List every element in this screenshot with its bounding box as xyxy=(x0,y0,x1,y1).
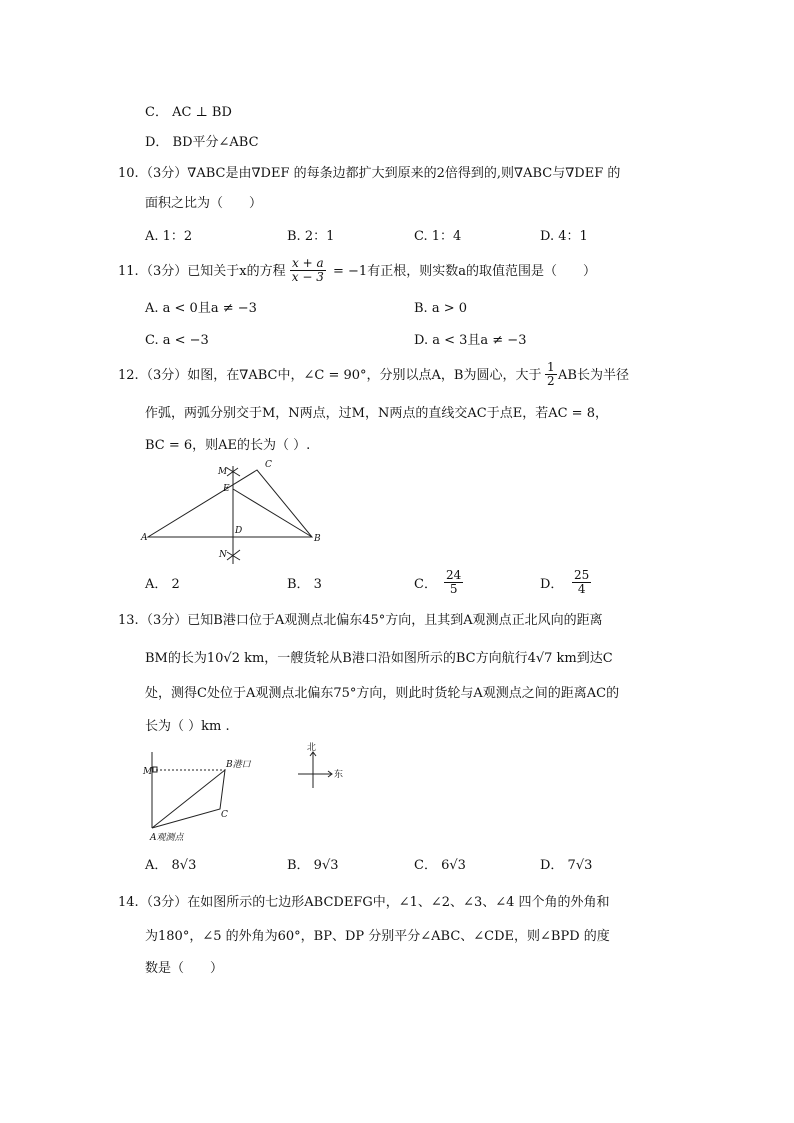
q14-stem-line3: 数是（ ） xyxy=(145,961,224,976)
q13-option-a: A． 8√3 xyxy=(145,858,197,873)
q10-option-d: D. 4：1 xyxy=(540,229,588,244)
q12-option-c: C． xyxy=(414,577,437,592)
q12-number: 12. xyxy=(118,368,139,383)
denominator: 4 xyxy=(577,582,586,596)
q12-stem-a: （3分）如图，在∇ABC中，∠C = 90°，分别以点A，B为圆心，大于 xyxy=(140,368,542,383)
q12-stem-line2: 作弧，两弧分别交于M，N两点，过M，N两点的直线交AC于点E，若AC = 8， xyxy=(145,406,608,421)
q13-number: 13. xyxy=(118,613,139,628)
q14-stem-line2: 为180°，∠5 的外角为60°，BP、DP 分别平分∠ABC、∠CDE，则∠BPD 的度 xyxy=(145,929,610,944)
q14-number: 14. xyxy=(118,895,139,910)
q13-option-d: D． 7√3 xyxy=(540,858,593,873)
numerator: 25 xyxy=(574,568,590,582)
q13-stem-line2: BM的长为10√2 km，一艘货轮从B港口沿如图所示的BC方向航行4√7 km到达C xyxy=(145,651,613,666)
q13-option-b: B． 9√3 xyxy=(287,858,339,873)
label-m: M xyxy=(143,767,153,777)
label-b: B xyxy=(314,534,321,544)
q11-stem-a: （3分）已知关于x的方程 xyxy=(140,264,286,279)
q11-stem-b: = −1有正根，则实数a的取值范围是（ ） xyxy=(333,264,596,279)
q13-stem-line1: （3分）已知B港口位于A观测点北偏东45°方向，且其到A观测点正北风向的距离 xyxy=(140,613,603,628)
q10-stem-line1: （3分）∇ABC是由∇DEF 的每条边都扩大到原来的2倍得到的,则∇ABC与∇DEF 的 xyxy=(140,166,621,181)
q13-stem-line3: 处，测得C处位于A观测点北偏东75°方向，则此时货轮与A观测点之间的距离AC的 xyxy=(145,686,620,701)
q12-stem-b: AB长为半径 xyxy=(558,368,629,383)
q12-option-b: B． 3 xyxy=(287,577,322,592)
q11-option-c: C. a < −3 xyxy=(145,333,209,348)
q11-option-a: A. a < 0且a ≠ −3 xyxy=(145,301,257,316)
q10-option-a: A. 1：2 xyxy=(145,229,193,244)
numerator: 24 xyxy=(446,568,462,582)
label-east: 东 xyxy=(334,770,344,780)
label-n: N xyxy=(219,550,227,560)
label-c: C xyxy=(221,810,228,820)
q10-option-c: C. 1：4 xyxy=(414,229,462,244)
q11-number: 11. xyxy=(118,264,139,279)
numerator: 1 xyxy=(547,360,555,374)
label-c: C xyxy=(265,460,272,470)
q10-option-b: B. 2：1 xyxy=(287,229,335,244)
denominator: 5 xyxy=(449,582,458,596)
q10-stem-line2: 面积之比为（ ） xyxy=(145,196,263,211)
label-a: A xyxy=(141,533,148,543)
q12-stem-line3: BC = 6，则AE的长为（ ）. xyxy=(145,438,311,453)
numerator: x + a xyxy=(292,256,324,270)
q10-number: 10. xyxy=(118,166,139,181)
q9-option-c: C． AC ⊥ BD xyxy=(145,105,232,120)
label-e: E xyxy=(223,484,230,494)
label-b-port: B港口 xyxy=(226,760,251,770)
label-a-observation: A观测点 xyxy=(150,833,184,843)
q11-option-d: D. a < 3且a ≠ −3 xyxy=(414,333,527,348)
label-d: D xyxy=(235,526,243,536)
q12-option-c-fraction xyxy=(444,569,463,596)
q12-option-a: A． 2 xyxy=(145,577,180,592)
denominator: x − 3 xyxy=(291,270,324,284)
q9-option-d: D． BD平分∠ABC xyxy=(145,135,259,150)
q11-option-b: B. a > 0 xyxy=(414,301,467,316)
q14-stem-line1: （3分）在如图所示的七边形ABCDEFG中，∠1、∠2、∠3、∠4 四个角的外角和 xyxy=(140,895,610,910)
q12-option-d: D． xyxy=(540,577,564,592)
label-m: M xyxy=(218,467,228,477)
q12-option-d-fraction xyxy=(572,569,591,596)
denominator: 2 xyxy=(547,374,555,388)
q13-stem-line4: 长为（ ）km . xyxy=(145,719,230,734)
q13-option-c: C． 6√3 xyxy=(414,858,466,873)
label-north: 北 xyxy=(307,743,317,753)
